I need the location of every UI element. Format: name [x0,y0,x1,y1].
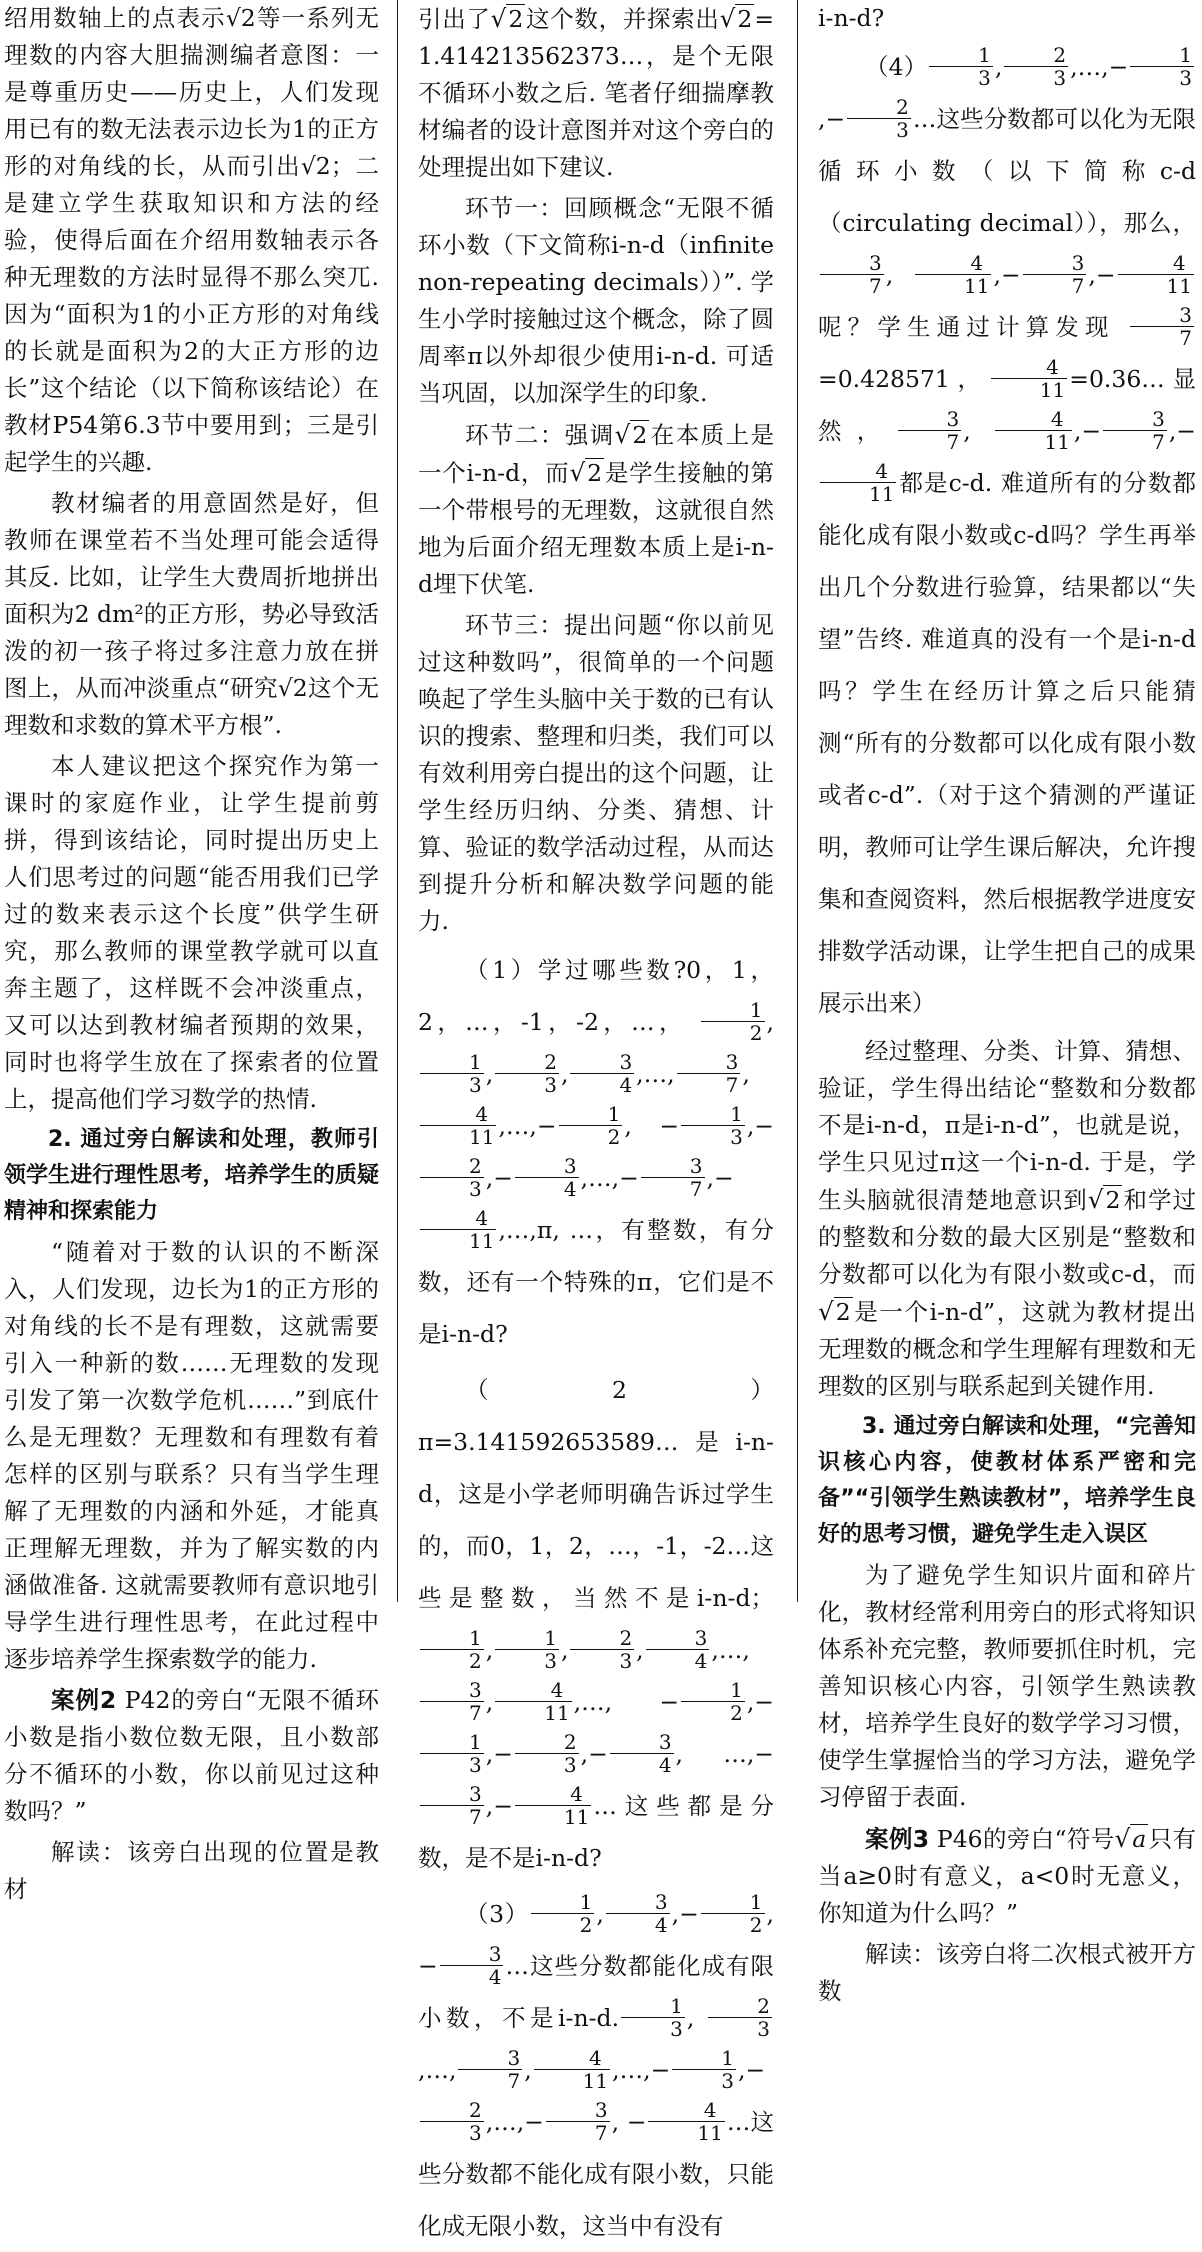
section-heading: 3. 通过旁白解读和处理，“完善知识核心内容，使教材体系严密和完备”“引领学生熟读教材”，培养学生良好的思考习惯，避免学生走入误区 [818,1414,1196,1547]
sqrt-symbol: √2 [719,4,753,33]
paragraph: 教材编者的用意固然是好，但教师在课堂若不当处理可能会适得其反. 比如，让学生大费周折地拼出面积为2 dm²的正方形，势必导致活泼的初一孩子将过多注意力放在拼图上，从而冲淡重点“研究√2这个无理数和求数的算术平方根”. [4,489,379,739]
text-run: …这些分数都可以化为无限循环小数（以下简称c-d（circulating decimal）），那么， [818,105,1196,237]
text-run: 环节二：强调 [465,421,615,449]
section-heading: 2. 通过旁白解读和处理，教师引领学生进行理性思考，培养学生的质疑精神和探索能力 [4,1127,379,1224]
radicand: 2 [508,5,524,33]
sqrt-symbol: √2 [818,1297,851,1326]
text-run: = 1.414213562373…，是个无限不循环小数之后. 笔者仔细揣摩教材编者的设计意图并对这个旁白的处理提出如下建议. [418,5,775,181]
sqrt-symbol: √2 [569,458,603,487]
text-run: （4） [865,53,928,81]
column-1 [4,0,379,1903]
case-paragraph [4,1682,379,1830]
radicand: 2 [835,1298,851,1326]
list-item: （2）π=3.141592653589…是i-n-d，这是小学老师明确告诉过学生的，而0，1，2，…，-1，-2…这些是整数，当然不是i-n-d； $\frac{1}{2}$ , $\frac{1}{3}$ , $\frac{2}{3}$ , $\frac{3}{4}$ ,…, $\frac{3}{7}$ , $\frac{4}{11}$ ,…, − $\frac{1}{2}$ ,− $\frac{1}{3}$ ,− $\frac{2}{3}$ ,− $\frac{3}{4}$ , …,− $\frac{3}{7}$ ,− $\frac{4}{11}$ …这些都是分数，是不是i-n-d? [418,1376,774,1872]
list-item: （1）学过哪些数?0，1，2，…，-1，-2，…， $\frac{1}{2}$ , $\frac{1}{3}$ , $\frac{2}{3}$ , $\frac{3}{4}$ ,…, $\frac{3}{7}$ , $\frac{4}{11}$ ,…,− $\frac{1}{2}$ , − $\frac{1}{3}$ ,− $\frac{2}{3}$ ,− $\frac{3}{4}$ ,…,− $\frac{3}{7}$ ,− $\frac{4}{11}$ ,…,π, …，有整数，有分数，还有一个特殊的π，它们是不是i-n-d? [418,956,775,1348]
column-rule-left [397,0,398,1602]
text-run: 和学过的整数和分数的最大区别是“整数和分数都可以化为有限小数或c-d，而 [818,1186,1197,1288]
radicand: 2 [737,5,753,33]
text-run: …这些都是分数，是不是i-n-d? [418,1792,774,1872]
paragraph: “随着对于数的认识的不断深入，人们发现，边长为1的正方形的对角线的长不是有理数，这就需要引入一种新的数……无理数的发现引发了第一次数学危机……”到底什么是无理数？无理数和有理数有着怎样的区别与联系？只有当学生理解了无理数的内涵和外延，才能真正理解无理数，并为了解实数的内涵做准备. 这就需要教师有意识地引导学生进行理性思考，在此过程中逐步培养学生探索数学的能力. [4,1238,379,1673]
case-label: 案例3 [865,1825,930,1853]
paragraph: 环节三：提出问题“你以前见过这种数吗”，很简单的一个问题唤起了学生头脑中关于数的已有认识的搜索、整理和归类，我们可以有效利用旁白提出的这个问题，让学生经历归纳、分类、猜想、计算、验证的数学活动过程，从而达到提升分析和解决数学问题的能力. [418,611,774,935]
paragraph [818,1033,1196,1405]
text-run: ，它们是不是i-n-d? [418,1268,774,1348]
text-run: 经过整理、分类、计算、猜想、验证，学生得出结论“整数和分数都不是i-n-d，π是i-n-d”，也就是说，学生只见过π这一个i-n-d. 于是，学生头脑就很清楚地意识到 [818,1037,1196,1214]
paragraph [418,0,774,186]
text-run: 这个数，并探索出 [525,5,720,33]
radicand: 2 [1105,1186,1121,1214]
list-item: （3） $\frac{1}{2}$ , $\frac{3}{4}$ ,− $\frac{1}{2}$ ,− $\frac{3}{4}$ …这些分数都能化成有限小数，不是i-n-d. $\frac{1}{3}$ , $\frac{2}{3}$ ,…, $\frac{3}{7}$ , $\frac{4}{11}$ ,…,− $\frac{1}{3}$ ,− $\frac{2}{3}$ ,…,− $\frac{3}{7}$ , − $\frac{4}{11}$ …这些分数都不能化成有限小数，只能化成无限小数，这当中有没有 [418,1890,774,2240]
text-run: 是一个i-n-d”，这就为教材提出无理数的概念和学生理解有理数和无理数的区别与联系起到关键作用. [818,1298,1196,1400]
paragraph: 绍用数轴上的点表示√2等一系列无理数的内容大胆揣测编者意图：一是尊重历史——历史上，人们发现用已有的数无法表示边长为1的正方形的对角线的长，从而引出√2；二是建立学生获取知识和方法的经验，使得后面在介绍用数轴表示各种无理数的方法时显得不那么突兀. 因为“面积为1的小正方形的对角线的长就是面积为2的大正方形的边长”这个结论（以下简称该结论）在教材P54第6.3节中要用到；三是引起学生的兴趣. [4,4,379,476]
text-run: 只有当a≥0时有意义，a<0时无意义，你知道为什么吗？” [818,1825,1196,1927]
text-run: =0.428571， [818,365,989,393]
paragraph: 为了避免学生知识片面和碎片化，教材经常利用旁白的形式将知识体系补充完整，教师要抓住时机，完善知识核心内容，引领学生熟读教材，培养学生良好的数学学习习惯，使学生掌握恰当的学习方法，避免学习停留于表面. [818,1561,1196,1811]
paragraph [418,416,774,603]
paragraph: 解读：该旁白将二次根式被开方数 [818,1940,1196,2005]
text-run: （3） [465,1900,529,1928]
column-3 [818,0,1197,2005]
radicand: a [1132,1825,1147,1853]
sqrt-symbol: √a [1114,1824,1147,1853]
sqrt-symbol: √2 [614,420,648,449]
case-label: 案例2 [51,1686,117,1714]
list-item: （4） $\frac{1}{3}$ , $\frac{2}{3}$ ,…,− $\frac{1}{3}$ ,− $\frac{2}{3}$ …这些分数都可以化为无限循环小数（以下简称c-d（circulating decimal）），那么， $\frac{3}{7}$ , $\frac{4}{11}$ ,− $\frac{3}{7}$ ,− $\frac{4}{11}$ 呢？学生通过计算发现 $\frac{3}{7}$ =0.428571， $\frac{4}{11}$ =0.36…显然， $\frac{3}{7}$ , $\frac{4}{11}$ ,− $\frac{3}{7}$ ,− $\frac{4}{11}$ 都是c-d. 难道所有的分数都能化成有限小数或c-d吗？学生再举出几个分数进行验算，结果都以“失望”告终. 难道真的没有一个是i-n-d吗？学生在经历计算之后只能猜测“所有的分数都可以化成有限小数或者c-d”.（对于这个猜测的严谨证明，教师可让学生课后解决，允许搜集和查阅资料，然后根据教学进度安排数学活动课，让学生把自己的成果展示出来） [818,43,1196,1017]
paragraph: i-n-d? [818,4,885,32]
paragraph: 本人建议把这个探究作为第一课时的家庭作业，让学生提前剪拼，得到该结论，同时提出历史上人们思考过的问题“能否用我们已学过的数来表示这个长度”供学生研究，那么教师的课堂教学就可以直奔主题了，这样既不会冲淡重点，又可以达到教材编者预期的效果，同时也将学生放在了探索者的位置上，提高他们学习数学的热情. [4,752,379,1113]
text-run: =0.36…显然， [818,365,1196,445]
column-2 [418,0,775,2240]
case-text: P42的旁白“无限不循环小数是指小数位数无限，且小数部分不循环的小数，你以前见过这种数吗？” [4,1686,379,1825]
text-run: …这些分数都能化成有限小数，不是i-n-d. [418,1952,774,2032]
text-run: （2）π=3.141592653589…是i-n-d，这是小学老师明确告诉过学生的，而0，1，2，…，-1，-2…这些是整数，当然不是i-n-d； [418,1376,774,1612]
text-run: 是学生接触的第一个带根号的无理数，这就很自然地为后面介绍无理数本质上是i-n-d埋下伏笔. [418,459,775,598]
text-run: …这些分数都不能化成有限小数，只能化成无限小数，这当中有没有 [418,2108,774,2240]
text-run: 在本质上是一个i-n-d，而 [418,421,775,487]
text-run: P46的旁白“符号 [936,1825,1115,1853]
sqrt-symbol: √2 [490,4,524,33]
radicand: 2 [587,459,603,487]
text-run: （1）学过哪些数?0，1，2，…，-1，-2，…， [418,956,774,1036]
paragraph: 解读：该旁白出现的位置是教材 [4,1838,379,1903]
case-paragraph [818,1820,1196,1932]
sqrt-symbol: √2 [1087,1185,1121,1214]
text-run: 引出了 [418,5,491,33]
text-run: 呢？学生通过计算发现 [818,313,1115,341]
column-rule-right [797,0,798,1602]
paragraph: 环节一：回顾概念“无限不循环小数（下文简称i-n-d（infinite non-repeating decimals））”. 学生小学时接触过这个概念，除了圆周率π以外却很少使用i-n-d. 可适当巩固，以加深学生的印象. [418,194,774,407]
text-run: …，有整数，有分数，还有一个特殊的π [418,1216,775,1296]
radicand: 2 [632,421,648,449]
text-run: 都是c-d. 难道所有的分数都能化成有限小数或c-d吗？学生再举出几个分数进行验算，结果都以“失望”告终. 难道真的没有一个是i-n-d吗？学生在经历计算之后只能猜测“所有的分数都可以化成有限小数或者c-d”.（对于这个猜测的严谨证明，教师可让学生课后解决，允许搜集和查阅资料，然后根据教学进度安排数学活动课，让学生把自己的成果展示出来） [818,469,1196,1017]
